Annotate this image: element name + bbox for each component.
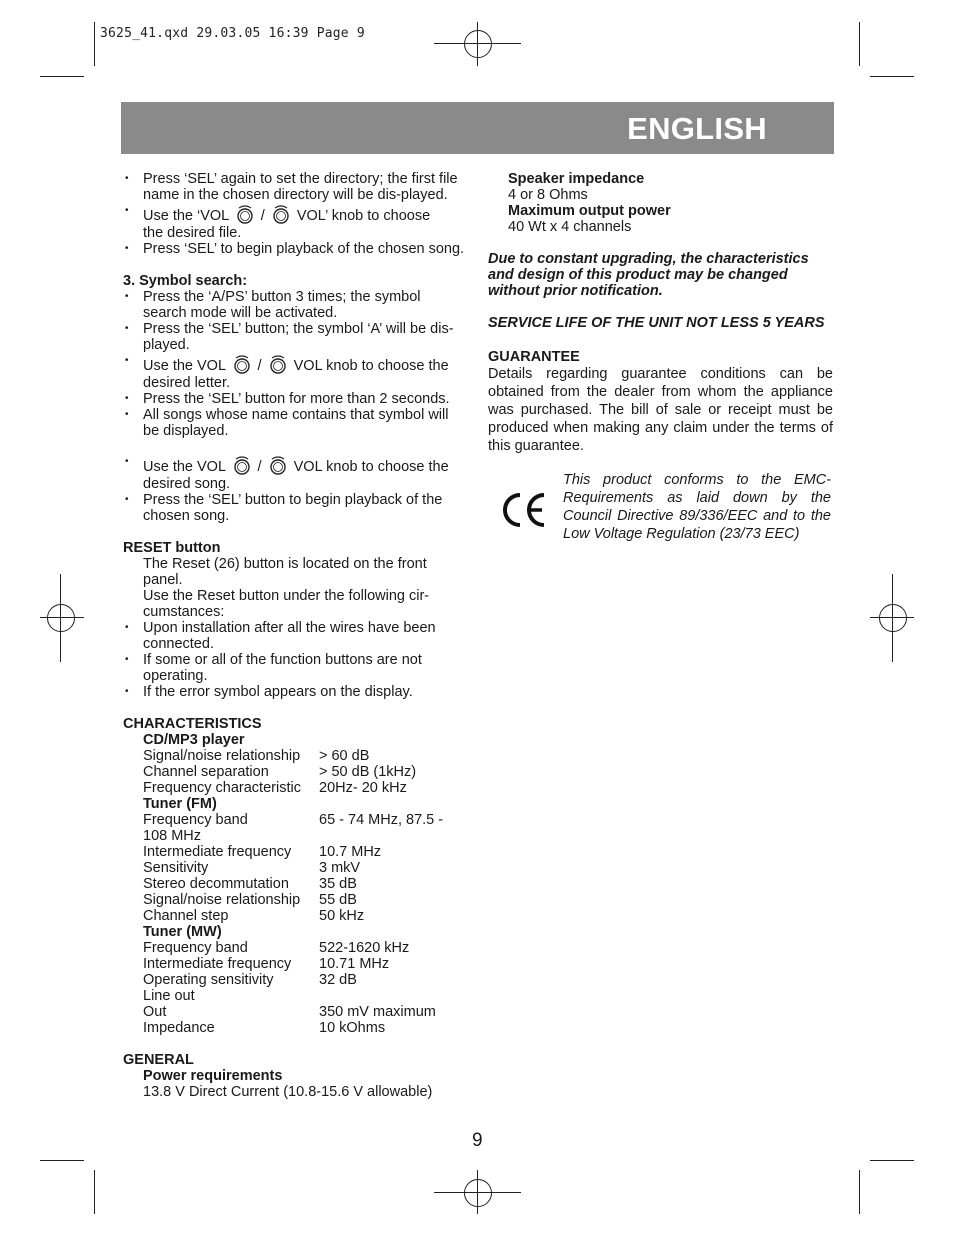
list-item: • Press ‘SEL’ to begin playback of the chosen song. (123, 241, 468, 257)
list-item-continuation: the desired file. (143, 225, 242, 241)
power-requirements-text: 13.8 V Direct Current (10.8-15.6 V allowable) (143, 1084, 433, 1100)
spec-row: Impedance 10 kOhms (143, 1020, 386, 1036)
list-item-continuation: desired letter. (143, 375, 231, 391)
reset-heading: RESET button (123, 540, 221, 556)
spec-row: Operating sensitivity 32 dB (143, 972, 357, 988)
list-item-continuation: desired song. (143, 476, 231, 492)
guarantee-heading: GUARANTEE (488, 349, 580, 365)
spec-row: Line out (143, 988, 195, 1004)
general-heading: GENERAL (123, 1052, 194, 1068)
characteristics-heading: CHARACTERISTICS (123, 716, 262, 732)
volume-up-knob-icon (271, 203, 291, 225)
spec-row: Frequency characteristic 20Hz- 20 kHz (143, 780, 407, 796)
spec-row: Intermediate frequency 10.71 MHz (143, 956, 390, 972)
spec-row: Signal/noise relationship 55 dB (143, 892, 357, 908)
guarantee-text: Details regarding guarantee conditions can be obtained from the dealer from whom the appliance was purchased. The bill of sale or receipt must be produced when making any claim under the terms of this guarantee. (488, 366, 833, 454)
reset-text: Use the Reset button under the following cir-cumstances: (143, 588, 430, 620)
spec-row: Stereo decommutation 35 dB (143, 876, 357, 892)
list-item: • If some or all of the function buttons are not operating. (123, 652, 468, 684)
speaker-impedance-heading: Speaker impedance (508, 171, 645, 187)
right-column (488, 171, 833, 551)
spec-row: Frequency band 522-1620 kHz (143, 940, 410, 956)
spec-row: Channel step 50 kHz (143, 908, 365, 924)
list-item: • Press the ‘SEL’ button to begin playback of the chosen song. (123, 492, 468, 524)
spec-row: Signal/noise relationship > 60 dB (143, 748, 370, 764)
power-requirements-heading: Power requirements (143, 1068, 283, 1084)
list-item: • Press ‘SEL’ again to set the directory; the first file name in the chosen directory will be dis-played. (123, 171, 468, 203)
volume-down-knob-icon (232, 454, 252, 476)
list-item-use-vol-file: • Use the ‘VOL / VOL’ knob to choose (123, 203, 468, 225)
spec-row-continuation: 108 MHz (143, 828, 202, 844)
tuner-fm-heading: Tuner (FM) (143, 796, 217, 812)
volume-down-knob-icon (235, 203, 255, 225)
max-output-heading: Maximum output power (508, 203, 671, 219)
list-item: • If the error symbol appears on the display. (123, 684, 468, 700)
print-slug: 3625_41.qxd 29.03.05 16:39 Page 9 (100, 26, 365, 41)
ce-conformity-block (488, 471, 833, 551)
ce-conformity-text: This product conforms to the EMC-Requirements as laid down by the Council Directive 89/336/EEC and to the Low Voltage Regulation (23/73 EEC) (563, 472, 831, 542)
volume-down-knob-icon (232, 353, 252, 375)
reset-text: The Reset (26) button is located on the front panel. (143, 556, 427, 588)
spec-row: Intermediate frequency 10.7 MHz (143, 844, 382, 860)
volume-up-knob-icon (268, 353, 288, 375)
spec-row: Out 350 mV maximum (143, 1004, 436, 1020)
page-number: 9 (472, 1130, 483, 1151)
language-title: ENGLISH (627, 111, 767, 146)
spec-row: Channel separation > 50 dB (1kHz) (143, 764, 417, 780)
volume-up-knob-icon (268, 454, 288, 476)
speaker-impedance-value: 4 or 8 Ohms (508, 187, 588, 203)
list-item: • Upon installation after all the wires have been connected. (123, 620, 468, 652)
list-item-use-vol-song: • Use the VOL / VOL knob to choose the (123, 454, 468, 476)
symbol-search-heading: 3. Symbol search: (123, 273, 248, 289)
list-item: • All songs whose name contains that symbol will be displayed. (123, 407, 468, 439)
spec-row: Frequency band 65 - 74 MHz, 87.5 - (143, 812, 444, 828)
list-item: • Press the ‘SEL’ button; the symbol ‘A’ will be dis-played. (123, 321, 468, 353)
cd-player-heading: CD/MP3 player (143, 732, 245, 748)
list-item: • Press the ‘A/PS’ button 3 times; the symbol search mode will be activated. (123, 289, 468, 321)
ce-mark-icon (500, 491, 548, 529)
max-output-value: 40 Wt x 4 channels (508, 219, 632, 235)
upgrade-notice: Due to constant upgrading, the characteristics and design of this product may be changed without prior notification. (488, 251, 809, 299)
list-item-use-vol-letter: • Use the VOL / VOL knob to choose the (123, 353, 468, 375)
list-item: • Press the ‘SEL’ button for more than 2 seconds. (123, 391, 468, 407)
left-column (123, 171, 468, 1100)
language-header (121, 102, 834, 154)
service-life-notice: SERVICE LIFE OF THE UNIT NOT LESS 5 YEARS (488, 315, 825, 331)
tuner-mw-heading: Tuner (MW) (143, 924, 222, 940)
spec-row: Sensitivity 3 mkV (143, 860, 361, 876)
